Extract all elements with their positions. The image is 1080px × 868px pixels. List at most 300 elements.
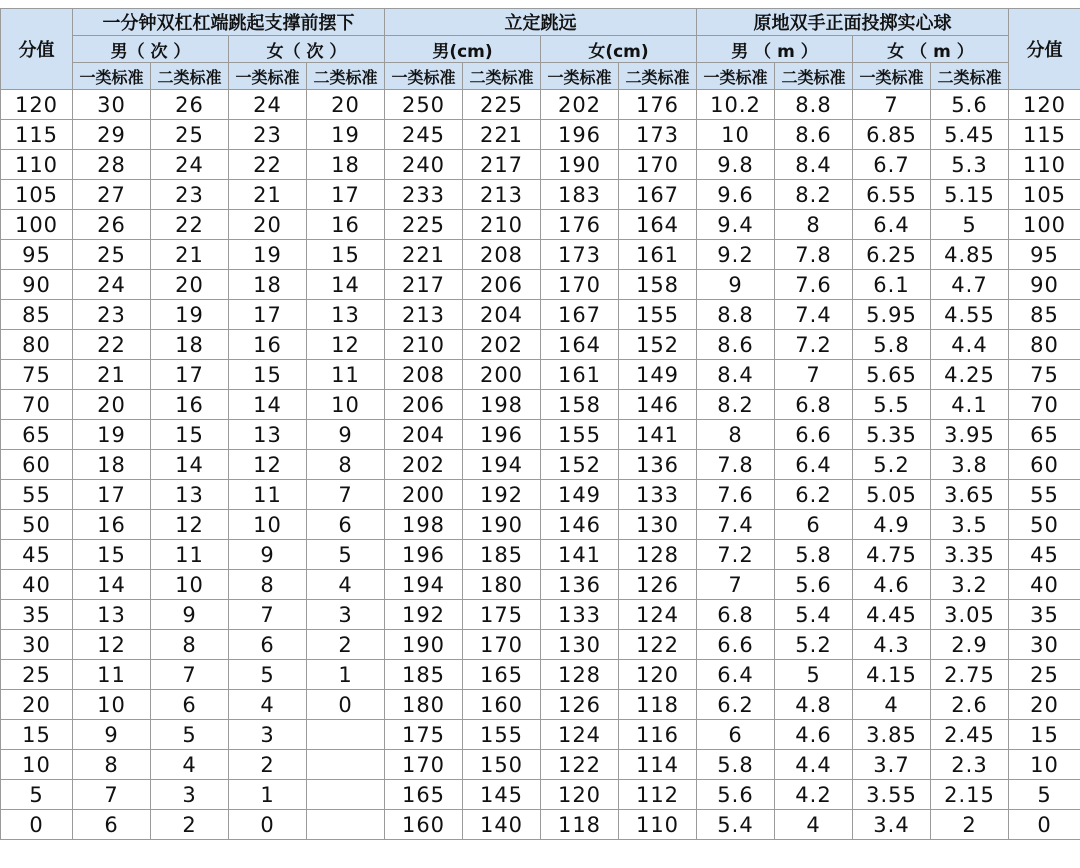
- e3-male-std2-cell: 6.4: [775, 450, 853, 480]
- e1-female-std1-cell: 9: [229, 540, 307, 570]
- e2-female-std2-cell: 141: [619, 420, 697, 450]
- e2-female-std1-cell: 158: [541, 390, 619, 420]
- e3-female-std2-cell: 5.45: [931, 120, 1009, 150]
- e1-male-std1-cell: 30: [73, 90, 151, 120]
- e1-female-std1-cell: 10: [229, 510, 307, 540]
- table-body: [1, 90, 1080, 840]
- e1-male-std1-cell: 7: [73, 780, 151, 810]
- e3-male-std1-cell: 6.4: [697, 660, 775, 690]
- e2-male-std2-cell: 160: [463, 690, 541, 720]
- e1-female-std1-cell: 3: [229, 720, 307, 750]
- score-cell: 120: [1, 90, 73, 120]
- score-right-cell: 120: [1009, 90, 1080, 120]
- score-right-cell: 55: [1009, 480, 1080, 510]
- e1-female-std2-cell: 3: [307, 600, 385, 630]
- e2-female-std2-cell: 124: [619, 600, 697, 630]
- e3-male-std1-cell: 6: [697, 720, 775, 750]
- e3-male-std1-cell: 9: [697, 270, 775, 300]
- e2-male-std1-cell: 206: [385, 390, 463, 420]
- e1-female-std2-cell: 15: [307, 240, 385, 270]
- e3-male-std2-cell: 5.4: [775, 600, 853, 630]
- score-right-cell: 5: [1009, 780, 1080, 810]
- e1-female-std2-cell: 1: [307, 660, 385, 690]
- e3-male-std1-cell: 7: [697, 570, 775, 600]
- e1-male-std2-cell: 2: [151, 810, 229, 840]
- e3-male-std1-cell: 7.4: [697, 510, 775, 540]
- e1-male-std1-cell: 16: [73, 510, 151, 540]
- e1-male-std1-cell: 6: [73, 810, 151, 840]
- score-cell: 0: [1, 810, 73, 840]
- score-header-left: 分值: [1, 9, 73, 90]
- e2-male-std2-cell: 145: [463, 780, 541, 810]
- e2-male-std1-cell: 200: [385, 480, 463, 510]
- e1-female-std2-cell: 11: [307, 360, 385, 390]
- e1-male-std1-cell: 8: [73, 750, 151, 780]
- e3-female-std2-cell: 2.9: [931, 630, 1009, 660]
- e3-male-std1-cell: 10.2: [697, 90, 775, 120]
- e1-male-std1-cell: 28: [73, 150, 151, 180]
- score-right-cell: 45: [1009, 540, 1080, 570]
- e3-male-std1-cell: 8: [697, 420, 775, 450]
- score-right-cell: 10: [1009, 750, 1080, 780]
- e2-female-std2-cell: 130: [619, 510, 697, 540]
- e2-female-std1-cell: 152: [541, 450, 619, 480]
- e1-male-std2-cell: 7: [151, 660, 229, 690]
- score-right-cell: 35: [1009, 600, 1080, 630]
- e1-female-std2-cell: [307, 810, 385, 840]
- e2-female-std2-cell: 173: [619, 120, 697, 150]
- e1-male-std2-cell: 20: [151, 270, 229, 300]
- e3-male-std2-cell: 7.2: [775, 330, 853, 360]
- score-right-cell: 85: [1009, 300, 1080, 330]
- e1-female-std2-cell: 9: [307, 420, 385, 450]
- e3-female-std1-cell: 5.35: [853, 420, 931, 450]
- e2-female-std1-cell: 122: [541, 750, 619, 780]
- score-table: [0, 8, 1080, 840]
- standard-1-header: 一类标准: [853, 63, 931, 90]
- table-row: [1, 90, 1080, 120]
- e3-female-std1-cell: 5.5: [853, 390, 931, 420]
- e2-male-std2-cell: 200: [463, 360, 541, 390]
- score-cell: 95: [1, 240, 73, 270]
- e3-female-std2-cell: 4.1: [931, 390, 1009, 420]
- e2-female-std2-cell: 155: [619, 300, 697, 330]
- standard-1-header: 一类标准: [697, 63, 775, 90]
- e1-male-std1-cell: 21: [73, 360, 151, 390]
- e2-male-std1-cell: 225: [385, 210, 463, 240]
- e1-female-std2-cell: 2: [307, 630, 385, 660]
- e3-female-std2-cell: 2.3: [931, 750, 1009, 780]
- e2-female-std1-cell: 141: [541, 540, 619, 570]
- e3-female-std1-cell: 3.7: [853, 750, 931, 780]
- e2-male-std2-cell: 202: [463, 330, 541, 360]
- e1-male-std1-cell: 18: [73, 450, 151, 480]
- e2-male-std1-cell: 208: [385, 360, 463, 390]
- e1-male-std2-cell: 9: [151, 600, 229, 630]
- e3-female-std1-cell: 4: [853, 690, 931, 720]
- e3-female-std2-cell: 3.8: [931, 450, 1009, 480]
- e3-male-std2-cell: 6.2: [775, 480, 853, 510]
- e2-female-std2-cell: 118: [619, 690, 697, 720]
- e3-female-std1-cell: 6.7: [853, 150, 931, 180]
- e3-male-std1-cell: 8.4: [697, 360, 775, 390]
- e3-male-std2-cell: 6.8: [775, 390, 853, 420]
- score-cell: 30: [1, 630, 73, 660]
- standard-2-header: 二类标准: [619, 63, 697, 90]
- standard-1-header: 一类标准: [73, 63, 151, 90]
- e1-female-std2-cell: [307, 720, 385, 750]
- score-cell: 55: [1, 480, 73, 510]
- e1-male-std1-cell: 26: [73, 210, 151, 240]
- e2-female-std1-cell: 136: [541, 570, 619, 600]
- e1-female-std1-cell: 15: [229, 360, 307, 390]
- table-row: [1, 810, 1080, 840]
- e3-male-std1-cell: 8.2: [697, 390, 775, 420]
- score-right-cell: 95: [1009, 240, 1080, 270]
- e3-male-std2-cell: 8.8: [775, 90, 853, 120]
- e3-female-std2-cell: 3.35: [931, 540, 1009, 570]
- e3-female-std2-cell: 2.6: [931, 690, 1009, 720]
- standard-2-header: 二类标准: [775, 63, 853, 90]
- table-row: [1, 630, 1080, 660]
- e3-female-std2-cell: 5.15: [931, 180, 1009, 210]
- e2-male-std2-cell: 155: [463, 720, 541, 750]
- table-row: [1, 540, 1080, 570]
- table-row: [1, 690, 1080, 720]
- event-medicine-ball-header: 原地双手正面投掷实心球: [697, 9, 1009, 36]
- e2-male-std1-cell: 233: [385, 180, 463, 210]
- e1-female-std2-cell: 17: [307, 180, 385, 210]
- e2-female-std1-cell: 130: [541, 630, 619, 660]
- table-row: [1, 750, 1080, 780]
- e1-female-std2-cell: 16: [307, 210, 385, 240]
- table-row: [1, 270, 1080, 300]
- e1-male-std2-cell: 26: [151, 90, 229, 120]
- e1-female-std2-cell: 0: [307, 690, 385, 720]
- score-cell: 100: [1, 210, 73, 240]
- e2-female-std1-cell: 120: [541, 780, 619, 810]
- score-cell: 65: [1, 420, 73, 450]
- e3-female-std2-cell: 2.15: [931, 780, 1009, 810]
- e1-female-std1-cell: 16: [229, 330, 307, 360]
- e3-male-std1-cell: 6.2: [697, 690, 775, 720]
- score-cell: 105: [1, 180, 73, 210]
- table-row: [1, 570, 1080, 600]
- e1-female-std1-cell: 5: [229, 660, 307, 690]
- e2-female-std1-cell: 161: [541, 360, 619, 390]
- e1-male-std2-cell: 11: [151, 540, 229, 570]
- e3-male-std1-cell: 9.4: [697, 210, 775, 240]
- e2-female-std2-cell: 110: [619, 810, 697, 840]
- e1-male-std2-cell: 6: [151, 690, 229, 720]
- score-cell: 80: [1, 330, 73, 360]
- score-right-cell: 75: [1009, 360, 1080, 390]
- e2-female-std2-cell: 158: [619, 270, 697, 300]
- e1-male-std2-cell: 8: [151, 630, 229, 660]
- e3-female-std1-cell: 6.4: [853, 210, 931, 240]
- e3-female-std2-cell: 3.5: [931, 510, 1009, 540]
- e3-female-std1-cell: 4.75: [853, 540, 931, 570]
- e3-male-std2-cell: 8.2: [775, 180, 853, 210]
- e3-female-std2-cell: 3.65: [931, 480, 1009, 510]
- e3-female-std1-cell: 6.85: [853, 120, 931, 150]
- score-right-cell: 105: [1009, 180, 1080, 210]
- e1-male-std1-cell: 12: [73, 630, 151, 660]
- e3-female-std2-cell: 3.05: [931, 600, 1009, 630]
- standard-2-header: 二类标准: [307, 63, 385, 90]
- e1-male-std1-cell: 10: [73, 690, 151, 720]
- e1-female-std1-cell: 20: [229, 210, 307, 240]
- e3-male-std2-cell: 6.6: [775, 420, 853, 450]
- e2-female-std2-cell: 161: [619, 240, 697, 270]
- e2-female-std1-cell: 164: [541, 330, 619, 360]
- e1-male-header: 男（ 次 ）: [73, 36, 229, 63]
- score-cell: 25: [1, 660, 73, 690]
- e2-female-std2-cell: 133: [619, 480, 697, 510]
- e1-female-std1-cell: 4: [229, 690, 307, 720]
- e1-female-std2-cell: 14: [307, 270, 385, 300]
- e2-male-std1-cell: 204: [385, 420, 463, 450]
- e1-male-std2-cell: 24: [151, 150, 229, 180]
- e3-male-std1-cell: 8.8: [697, 300, 775, 330]
- e3-female-std2-cell: 5.3: [931, 150, 1009, 180]
- e3-male-std1-cell: 5.8: [697, 750, 775, 780]
- e3-female-std1-cell: 5.95: [853, 300, 931, 330]
- e2-female-std2-cell: 146: [619, 390, 697, 420]
- e2-female-std1-cell: 124: [541, 720, 619, 750]
- e1-female-std1-cell: 19: [229, 240, 307, 270]
- table-row: [1, 330, 1080, 360]
- e2-male-std2-cell: 210: [463, 210, 541, 240]
- score-right-cell: 60: [1009, 450, 1080, 480]
- e1-female-std1-cell: 22: [229, 150, 307, 180]
- score-right-cell: 80: [1009, 330, 1080, 360]
- e3-female-std1-cell: 3.4: [853, 810, 931, 840]
- e1-female-std1-cell: 2: [229, 750, 307, 780]
- score-header-right: 分值: [1009, 9, 1080, 90]
- e2-male-std2-cell: 206: [463, 270, 541, 300]
- e1-female-std2-cell: 10: [307, 390, 385, 420]
- e3-female-std2-cell: 4.25: [931, 360, 1009, 390]
- e2-male-std1-cell: 180: [385, 690, 463, 720]
- e2-female-std2-cell: 122: [619, 630, 697, 660]
- e2-male-std1-cell: 185: [385, 660, 463, 690]
- e3-female-std2-cell: 4.85: [931, 240, 1009, 270]
- score-right-cell: 115: [1009, 120, 1080, 150]
- e1-male-std1-cell: 19: [73, 420, 151, 450]
- e1-male-std1-cell: 27: [73, 180, 151, 210]
- table-row: [1, 150, 1080, 180]
- e2-female-std1-cell: 202: [541, 90, 619, 120]
- e3-male-std2-cell: 7.8: [775, 240, 853, 270]
- e2-female-std1-cell: 126: [541, 690, 619, 720]
- e3-female-std2-cell: 2: [931, 810, 1009, 840]
- e3-female-std2-cell: 3.2: [931, 570, 1009, 600]
- score-cell: 20: [1, 690, 73, 720]
- e1-male-std2-cell: 14: [151, 450, 229, 480]
- e2-female-std2-cell: 136: [619, 450, 697, 480]
- standard-2-header: 二类标准: [931, 63, 1009, 90]
- e2-female-std1-cell: 146: [541, 510, 619, 540]
- e2-male-std1-cell: 175: [385, 720, 463, 750]
- e1-male-std2-cell: 16: [151, 390, 229, 420]
- e2-female-std2-cell: 149: [619, 360, 697, 390]
- e2-male-std2-cell: 165: [463, 660, 541, 690]
- e2-male-std2-cell: 213: [463, 180, 541, 210]
- e3-male-header: 男 （ m ）: [697, 36, 853, 63]
- e3-male-std1-cell: 9.2: [697, 240, 775, 270]
- e3-male-std1-cell: 6.8: [697, 600, 775, 630]
- standard-2-header: 二类标准: [463, 63, 541, 90]
- e3-female-std1-cell: 4.15: [853, 660, 931, 690]
- e3-female-std2-cell: 2.75: [931, 660, 1009, 690]
- table-row: [1, 390, 1080, 420]
- e2-male-std1-cell: 213: [385, 300, 463, 330]
- score-right-cell: 50: [1009, 510, 1080, 540]
- e2-female-std1-cell: 118: [541, 810, 619, 840]
- e2-male-std1-cell: 192: [385, 600, 463, 630]
- e1-male-std2-cell: 23: [151, 180, 229, 210]
- e2-female-std2-cell: 167: [619, 180, 697, 210]
- e3-female-std2-cell: 5: [931, 210, 1009, 240]
- e3-male-std1-cell: 5.4: [697, 810, 775, 840]
- e2-male-std1-cell: 250: [385, 90, 463, 120]
- e1-female-std2-cell: [307, 780, 385, 810]
- e2-female-std2-cell: 114: [619, 750, 697, 780]
- e2-male-std2-cell: 225: [463, 90, 541, 120]
- score-cell: 70: [1, 390, 73, 420]
- standard-2-header: 二类标准: [151, 63, 229, 90]
- e3-male-std1-cell: 6.6: [697, 630, 775, 660]
- e2-male-std2-cell: 170: [463, 630, 541, 660]
- e1-male-std2-cell: 17: [151, 360, 229, 390]
- e1-male-std1-cell: 11: [73, 660, 151, 690]
- e3-female-header: 女 （ m ）: [853, 36, 1009, 63]
- e3-female-std1-cell: 5.8: [853, 330, 931, 360]
- score-right-cell: 30: [1009, 630, 1080, 660]
- e1-female-std2-cell: 13: [307, 300, 385, 330]
- e3-female-std1-cell: 4.9: [853, 510, 931, 540]
- score-cell: 75: [1, 360, 73, 390]
- e3-male-std2-cell: 8.4: [775, 150, 853, 180]
- e1-male-std1-cell: 24: [73, 270, 151, 300]
- e1-male-std1-cell: 9: [73, 720, 151, 750]
- table-row: [1, 210, 1080, 240]
- e2-female-std1-cell: 149: [541, 480, 619, 510]
- e2-female-std1-cell: 183: [541, 180, 619, 210]
- e1-female-std1-cell: 8: [229, 570, 307, 600]
- e1-male-std2-cell: 18: [151, 330, 229, 360]
- score-cell: 10: [1, 750, 73, 780]
- e2-male-std2-cell: 208: [463, 240, 541, 270]
- e1-female-std2-cell: [307, 750, 385, 780]
- standard-1-header: 一类标准: [229, 63, 307, 90]
- e2-female-std2-cell: 112: [619, 780, 697, 810]
- standard-1-header: 一类标准: [541, 63, 619, 90]
- e2-male-std2-cell: 140: [463, 810, 541, 840]
- score-cell: 40: [1, 570, 73, 600]
- e2-male-std1-cell: 202: [385, 450, 463, 480]
- e1-male-std1-cell: 13: [73, 600, 151, 630]
- e2-female-std1-cell: 173: [541, 240, 619, 270]
- e2-male-header: 男(cm): [385, 36, 541, 63]
- score-right-cell: 70: [1009, 390, 1080, 420]
- e2-male-std2-cell: 194: [463, 450, 541, 480]
- e1-female-std2-cell: 12: [307, 330, 385, 360]
- e3-female-std1-cell: 6.1: [853, 270, 931, 300]
- score-right-cell: 40: [1009, 570, 1080, 600]
- e1-female-std1-cell: 13: [229, 420, 307, 450]
- e3-male-std1-cell: 9.8: [697, 150, 775, 180]
- e2-male-std1-cell: 160: [385, 810, 463, 840]
- score-cell: 15: [1, 720, 73, 750]
- table-header: [1, 9, 1080, 90]
- e2-male-std2-cell: 150: [463, 750, 541, 780]
- standard-1-header: 一类标准: [385, 63, 463, 90]
- table-row: [1, 780, 1080, 810]
- e1-female-std1-cell: 0: [229, 810, 307, 840]
- e3-male-std2-cell: 5.6: [775, 570, 853, 600]
- score-right-cell: 25: [1009, 660, 1080, 690]
- e3-female-std1-cell: 3.55: [853, 780, 931, 810]
- e1-male-std1-cell: 15: [73, 540, 151, 570]
- e2-male-std1-cell: 198: [385, 510, 463, 540]
- table-row: [1, 180, 1080, 210]
- table-row: [1, 120, 1080, 150]
- e3-female-std2-cell: 5.6: [931, 90, 1009, 120]
- e2-male-std1-cell: 170: [385, 750, 463, 780]
- e1-female-std1-cell: 11: [229, 480, 307, 510]
- e3-male-std2-cell: 4.6: [775, 720, 853, 750]
- e1-male-std2-cell: 25: [151, 120, 229, 150]
- e2-male-std1-cell: 240: [385, 150, 463, 180]
- score-right-cell: 100: [1009, 210, 1080, 240]
- e3-male-std2-cell: 4.4: [775, 750, 853, 780]
- e3-female-std1-cell: 4.45: [853, 600, 931, 630]
- e1-female-std2-cell: 18: [307, 150, 385, 180]
- e2-female-std1-cell: 196: [541, 120, 619, 150]
- e1-male-std2-cell: 5: [151, 720, 229, 750]
- score-right-cell: 90: [1009, 270, 1080, 300]
- e1-male-std1-cell: 17: [73, 480, 151, 510]
- e1-female-std2-cell: 8: [307, 450, 385, 480]
- e1-male-std1-cell: 23: [73, 300, 151, 330]
- table-row: [1, 420, 1080, 450]
- e3-male-std2-cell: 4.8: [775, 690, 853, 720]
- e1-female-std2-cell: 5: [307, 540, 385, 570]
- e3-female-std2-cell: 2.45: [931, 720, 1009, 750]
- e1-female-std1-cell: 6: [229, 630, 307, 660]
- e3-female-std1-cell: 3.85: [853, 720, 931, 750]
- e3-male-std2-cell: 8: [775, 210, 853, 240]
- e1-male-std1-cell: 22: [73, 330, 151, 360]
- e2-female-std2-cell: 164: [619, 210, 697, 240]
- e3-male-std2-cell: 5: [775, 660, 853, 690]
- e2-female-std2-cell: 152: [619, 330, 697, 360]
- e2-male-std2-cell: 180: [463, 570, 541, 600]
- e1-male-std2-cell: 3: [151, 780, 229, 810]
- e3-female-std1-cell: 6.55: [853, 180, 931, 210]
- score-cell: 90: [1, 270, 73, 300]
- score-cell: 5: [1, 780, 73, 810]
- e1-male-std1-cell: 29: [73, 120, 151, 150]
- table-row: [1, 720, 1080, 750]
- e2-female-std2-cell: 120: [619, 660, 697, 690]
- e1-male-std2-cell: 22: [151, 210, 229, 240]
- e1-female-std1-cell: 14: [229, 390, 307, 420]
- e2-male-std2-cell: 196: [463, 420, 541, 450]
- e1-female-std1-cell: 17: [229, 300, 307, 330]
